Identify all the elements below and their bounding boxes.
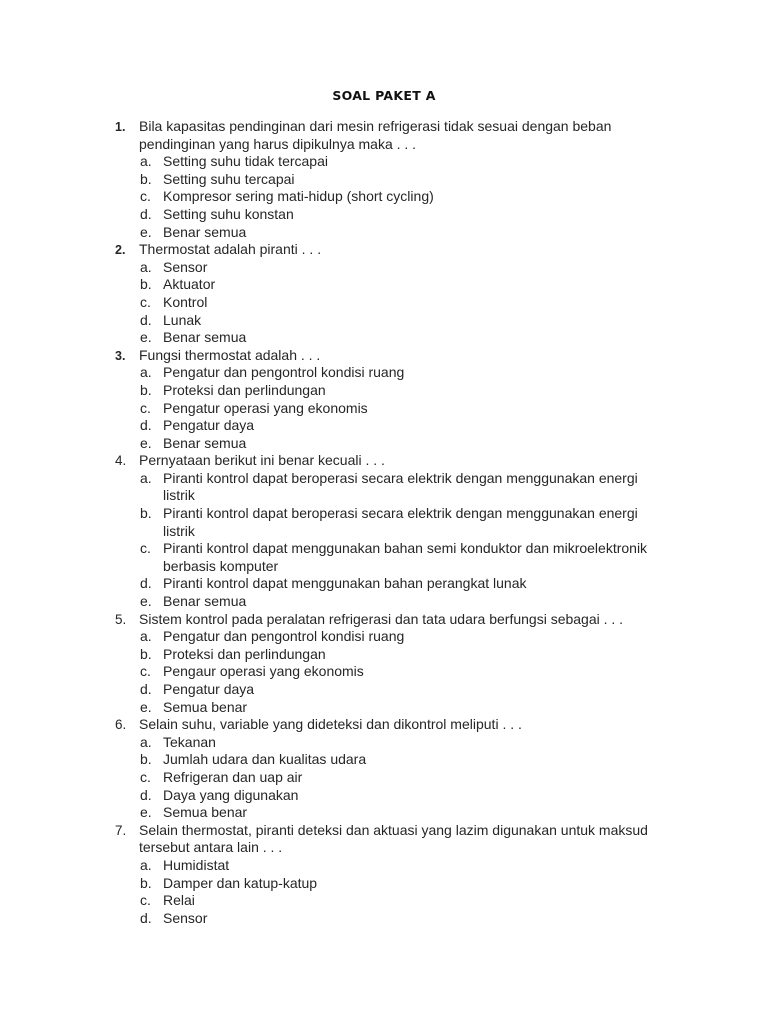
option-letter: d. [140,909,152,926]
answer-option [139,206,668,224]
option-text: Piranti kontrol dapat menggunakan bahan semi konduktor dan mikroelektronik berbasis komputer [163,540,648,574]
answer-option [139,188,668,206]
question-number: 7. [115,822,127,838]
question-number: 4. [115,453,127,469]
answer-option [139,294,668,312]
question-text: Selain suhu, variable yang dideteksi dan dikontrol meliputi . . . [139,716,522,733]
answer-option [139,751,668,769]
answer-option [139,575,668,593]
answer-option [139,857,668,875]
question-number: 5. [115,611,127,627]
option-letter: e. [140,804,152,821]
option-text: Benar semua [163,223,247,240]
option-letter: b. [140,505,152,522]
option-text: Aktuator [163,276,216,293]
answer-option [139,505,668,540]
answer-option [139,540,668,575]
option-text: Damper dan katup-katup [163,874,318,891]
question-item [0,716,768,822]
option-text: Relai [163,892,195,909]
question-text: Selain thermostat, piranti deteksi dan aktuasi yang lazim digunakan untuk maksud tersebut antara lain . . . [139,821,648,856]
option-text: Sensor [163,258,208,275]
option-text: Daya yang digunakan [163,786,299,803]
answer-option [139,435,668,453]
option-text: Proteksi dan perlindungan [163,645,326,662]
option-letter: e. [140,698,152,715]
option-letter: b. [140,751,152,768]
option-text: Piranti kontrol dapat beroperasi secara elektrik dengan menggunakan energi listrik [163,505,638,539]
answer-option [139,470,668,505]
answer-option [139,593,668,611]
question-text: Bila kapasitas pendinginan dari mesin refrigerasi tidak sesuai dengan beban pendinginan yang harus dipikulnya maka . . . [139,118,612,152]
answer-option [139,892,668,910]
answer-option [139,875,668,893]
question-text: Sistem kontrol pada peralatan refrigerasi dan tata udara berfungsi sebagai . . . [139,610,624,627]
answer-option [139,312,668,330]
option-text: Pengaur operasi yang ekonomis [163,663,364,680]
answer-option [139,364,668,382]
option-text: Proteksi dan perlindungan [163,381,326,398]
answer-option [139,663,668,681]
option-text: Piranti kontrol dapat beroperasi secara elektrik dengan menggunakan energi listrik [163,469,638,504]
option-letter: e. [140,593,152,610]
option-text: Sensor [163,909,208,926]
option-letter: c. [140,293,151,310]
option-list [139,470,668,611]
option-text: Pengatur daya [163,681,255,697]
option-text: Pengatur dan pengontrol kondisi ruang [163,364,405,381]
option-letter: a. [140,628,152,645]
option-letter: c. [140,188,151,205]
question-number: 2. [115,243,126,258]
option-letter: d. [140,575,152,592]
answer-option [139,259,668,277]
option-letter: b. [140,381,152,398]
option-text: Semua benar [163,698,248,715]
option-text: Benar semua [163,434,247,451]
answer-option [139,417,668,435]
question-item [0,347,768,453]
option-letter: c. [140,399,151,416]
question-number: 1. [115,120,126,134]
option-letter: a. [140,733,152,750]
option-letter: a. [140,258,152,275]
option-letter: c. [140,892,151,909]
option-list [139,364,668,452]
answer-option [139,628,668,646]
option-letter: c. [140,768,151,785]
option-text: Pengatur operasi yang ekonomis [163,399,368,416]
option-text: Benar semua [163,593,247,610]
option-letter: b. [140,170,152,187]
option-letter: d. [140,311,152,328]
answer-option [139,329,668,347]
answer-option [139,276,668,294]
option-list [139,259,668,347]
option-letter: c. [140,663,151,680]
option-letter: d. [140,417,152,434]
answer-option [139,153,668,171]
answer-option [139,646,668,664]
answer-option [139,681,668,699]
option-text: Lunak [163,311,202,328]
option-letter: e. [140,434,152,451]
answer-option [139,224,668,242]
option-text: Pengatur dan pengontrol kondisi ruang [163,628,405,645]
question-text: Fungsi thermostat adalah . . . [139,346,321,363]
option-letter: b. [140,645,152,662]
answer-option [139,400,668,418]
option-text: Humidistat [163,856,230,873]
option-letter: a. [140,469,152,486]
question-item [0,118,768,241]
question-item [0,822,768,928]
option-letter: a. [140,153,152,170]
answer-option [139,787,668,805]
answer-option [139,769,668,787]
option-text: Kompresor sering mati-hidup (short cycling) [163,188,434,205]
question-text: Thermostat adalah piranti . . . [139,241,322,258]
question-item [0,241,768,347]
option-letter: e. [140,223,152,240]
option-text: Benar semua [163,329,247,346]
question-item [0,611,768,717]
question-item [0,452,768,610]
question-number: 6. [115,717,127,733]
option-text: Setting suhu tidak tercapai [163,153,328,170]
question-text: Pernyataan berikut ini benar kecuali . . . [139,452,385,469]
option-letter: d. [140,205,152,222]
option-letter: d. [140,681,152,697]
option-text: Semua benar [163,804,248,821]
option-list [139,734,668,822]
option-letter: c. [140,540,151,557]
option-letter: b. [140,276,152,293]
option-letter: a. [140,856,152,873]
answer-option [139,171,668,189]
option-list [139,153,668,241]
option-text: Piranti kontrol dapat menggunakan bahan perangkat lunak [163,575,527,592]
option-letter: a. [140,364,152,381]
option-list [139,628,668,716]
answer-option [139,910,668,928]
option-text: Pengatur daya [163,417,255,434]
option-list [139,857,668,927]
option-letter: e. [140,329,152,346]
option-text: Kontrol [163,293,208,310]
option-text: Tekanan [163,733,216,750]
document-title: SOAL PAKET A [332,88,436,103]
answer-option [139,804,668,822]
answer-option [139,734,668,752]
option-text: Refrigeran dan uap air [163,768,303,785]
question-list [0,118,768,927]
option-text: Setting suhu konstan [163,205,294,222]
answer-option [139,699,668,717]
option-letter: b. [140,874,152,891]
option-text: Setting suhu tercapai [163,170,295,187]
option-letter: d. [140,786,152,803]
question-number: 3. [115,348,126,363]
option-text: Jumlah udara dan kualitas udara [163,751,367,768]
answer-option [139,382,668,400]
